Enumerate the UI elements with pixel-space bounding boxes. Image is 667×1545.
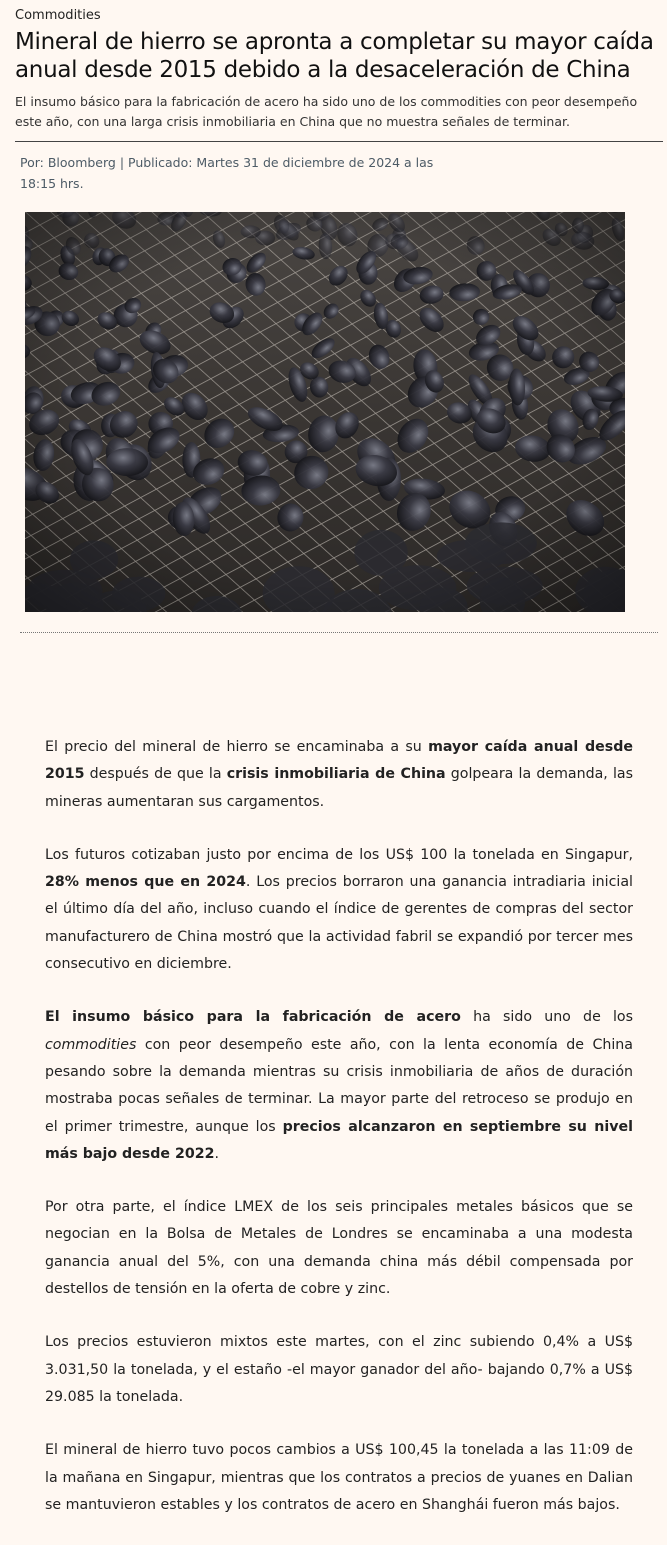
paragraph-2: Los futuros cotizaban justo por encima de los US$ 100 la tonelada en Singapur, 28% menos que en 2024. Los precios borraron una ganancia intradiaria inicial el último día del año, incluso cuando el índice de gerentes de compras del sector manufacturero de China mostró que la actividad fabril se expandió por tercer mes consecutivo en diciembre. [45,846,633,973]
article-header [15,8,660,132]
paragraph-5: Los precios estuvieron mixtos este martes, con el zinc subiendo 0,4% a US$ 3.031,50 la tonelada, y el estaño -el mayor ganador del año- bajando 0,7% a US$ 29.085 la tonelada. [45,1334,633,1405]
paragraph-4: Por otra parte, el índice LMEX de los seis principales metales básicos que se negocian en la Bolsa de Metales de Londres se encaminaba a una modesta ganancia anual del 5%, con una demanda china más débil compensada por destellos de tensión en la oferta de cobre y zinc. [45,1199,633,1298]
article-photo [25,212,625,612]
paragraph-1: El precio del mineral de hierro se encaminaba a su mayor caída anual desde 2015 después de que la crisis inmobiliaria de China golpeara la demanda, las mineras aumentaran sus cargamentos. [45,739,633,810]
image-divider [20,632,658,633]
iron-ore-pellets-on-grate-image [25,212,625,612]
section-label[interactable]: Commodities [15,8,101,23]
paragraph-6: El mineral de hierro tuvo pocos cambios a US$ 100,45 la tonelada a las 11:09 de la mañana en Singapur, mientras que los contratos a precios de yuanes en Dalian se mantuvieron estables y los contratos de acero en Shanghái fueron más bajos. [45,1442,633,1513]
article-body [45,734,633,1545]
article-byline: Por: Bloomberg | Publicado: Martes 31 de diciembre de 2024 a las 18:15 hrs. [20,155,434,191]
header-divider [15,141,663,142]
article-headline: Mineral de hierro se apronta a completar su mayor caída anual desde 2015 debido a la desaceleración de China [15,29,654,83]
paragraph-3: El insumo básico para la fabricación de acero ha sido uno de los commodities con peor desempeño este año, con la lenta economía de China pesando sobre la demanda mientras su crisis inmobiliaria de años de duración mostraba pocas señales de terminar. La mayor parte del retroceso se produjo en el primer trimestre, aunque los precios alcanzaron en septiembre su nivel más bajo desde 2022. [45,1009,634,1162]
article-deck: El insumo básico para la fabricación de acero ha sido uno de los commodities con peor desempeño este año, con una larga crisis inmobiliaria en China que no muestra señales de terminar. [15,94,638,129]
